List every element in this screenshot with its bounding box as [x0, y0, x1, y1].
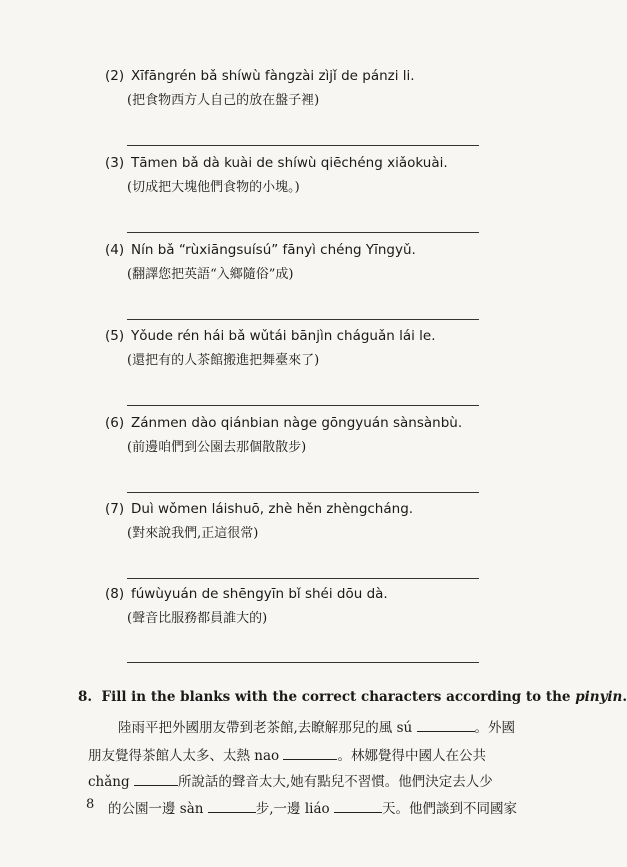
character-prompt: (聲音比服務都員誰大的)	[127, 611, 268, 626]
character-prompt: (前邊咱們到公園去那個散散步)	[127, 440, 307, 455]
item-number: (5)	[105, 328, 125, 344]
line-text: 。林娜覺得中國人在公共	[337, 748, 486, 764]
pinyin-text: Tāmen bǎ dà kuài de shíwù qiēchéng xiǎokuài.	[131, 155, 448, 171]
fill-blank[interactable]	[208, 798, 256, 813]
paragraph-line	[118, 716, 538, 736]
exercise-item	[105, 413, 505, 458]
answer-line[interactable]	[127, 662, 479, 663]
answer-line[interactable]	[127, 319, 479, 320]
heading-italic: pinyin	[575, 689, 623, 705]
answer-line[interactable]	[127, 232, 479, 233]
character-prompt: (還把有的人茶館搬進把舞臺來了)	[127, 353, 320, 368]
item-number: (6)	[105, 415, 125, 431]
exercise-item	[105, 153, 505, 198]
item-number: (7)	[105, 501, 125, 517]
pinyin-sentence	[105, 66, 505, 86]
character-prompt: (切成把大塊他們食物的小塊。)	[127, 180, 300, 195]
exercise-heading	[78, 689, 627, 705]
line-text: chǎng	[88, 774, 130, 790]
answer-line[interactable]	[127, 578, 479, 579]
line-text: 步,一邊 liáo	[255, 801, 330, 817]
pinyin-sentence	[105, 240, 505, 260]
pinyin-text: fúwùyuán de shēngyīn bǐ shéi dōu dà.	[131, 586, 388, 602]
character-prompt: (翻譯您把英語“入鄉隨俗”成)	[127, 267, 294, 282]
line-text: 所說話的聲音太大,她有點兒不習慣。他們決定去人少	[177, 774, 493, 790]
pinyin-sentence	[105, 499, 505, 519]
answer-line[interactable]	[127, 145, 479, 146]
line-text: 的公園一邊 sàn	[108, 801, 204, 817]
heading-end: .	[622, 689, 627, 705]
exercise-number: 8.	[78, 689, 93, 705]
paragraph-line	[88, 744, 508, 764]
exercise-item	[105, 499, 505, 544]
pinyin-text: Nín bǎ “rùxiāngsuísú” fānyì chéng Yīngyǔ.	[131, 242, 416, 258]
item-number: (8)	[105, 586, 125, 602]
answer-line[interactable]	[127, 405, 479, 406]
fill-blank[interactable]	[334, 798, 382, 813]
pinyin-sentence	[105, 326, 505, 346]
fill-blank[interactable]	[417, 717, 475, 732]
answer-line[interactable]	[127, 492, 479, 493]
character-prompt: (把食物西方人自己的放在盤子裡)	[127, 93, 320, 108]
fill-blank[interactable]	[134, 771, 178, 786]
item-number: (2)	[105, 68, 125, 84]
heading-text: Fill in the blanks with the correct characters according to the	[101, 689, 571, 705]
exercise-item	[105, 66, 505, 111]
exercise-item	[105, 326, 505, 371]
pinyin-text: Yǒude rén hái bǎ wǔtái bānjìn cháguǎn lái le.	[131, 328, 436, 344]
line-text: 朋友覺得茶館人太多、太熱 nao	[88, 748, 280, 764]
pinyin-text: Zánmen dào qiánbian nàge gōngyuán sànsànbù.	[131, 415, 463, 431]
exercise-item	[105, 240, 505, 285]
page-number: 8	[86, 797, 95, 812]
pinyin-text: Duì wǒmen láishuō, zhè hěn zhèngcháng.	[131, 501, 414, 517]
paragraph-line	[88, 770, 508, 790]
item-number: (3)	[105, 155, 125, 171]
exercise-item	[105, 584, 505, 629]
character-prompt: (對來說我們,正這很常)	[127, 526, 259, 541]
line-text: 天。他們談到不同國家	[381, 801, 517, 817]
fill-blank[interactable]	[283, 745, 337, 760]
pinyin-text: Xīfāngrén bǎ shíwù fàngzài zìjǐ de pánzi li.	[131, 68, 415, 84]
pinyin-sentence	[105, 584, 505, 604]
pinyin-sentence	[105, 413, 505, 433]
line-text: 陸雨平把外國朋友帶到老茶館,去瞭解那兒的風 sú	[118, 720, 413, 736]
item-number: (4)	[105, 242, 125, 258]
pinyin-sentence	[105, 153, 505, 173]
paragraph-line	[108, 797, 528, 817]
line-text: 。外國	[474, 720, 516, 736]
